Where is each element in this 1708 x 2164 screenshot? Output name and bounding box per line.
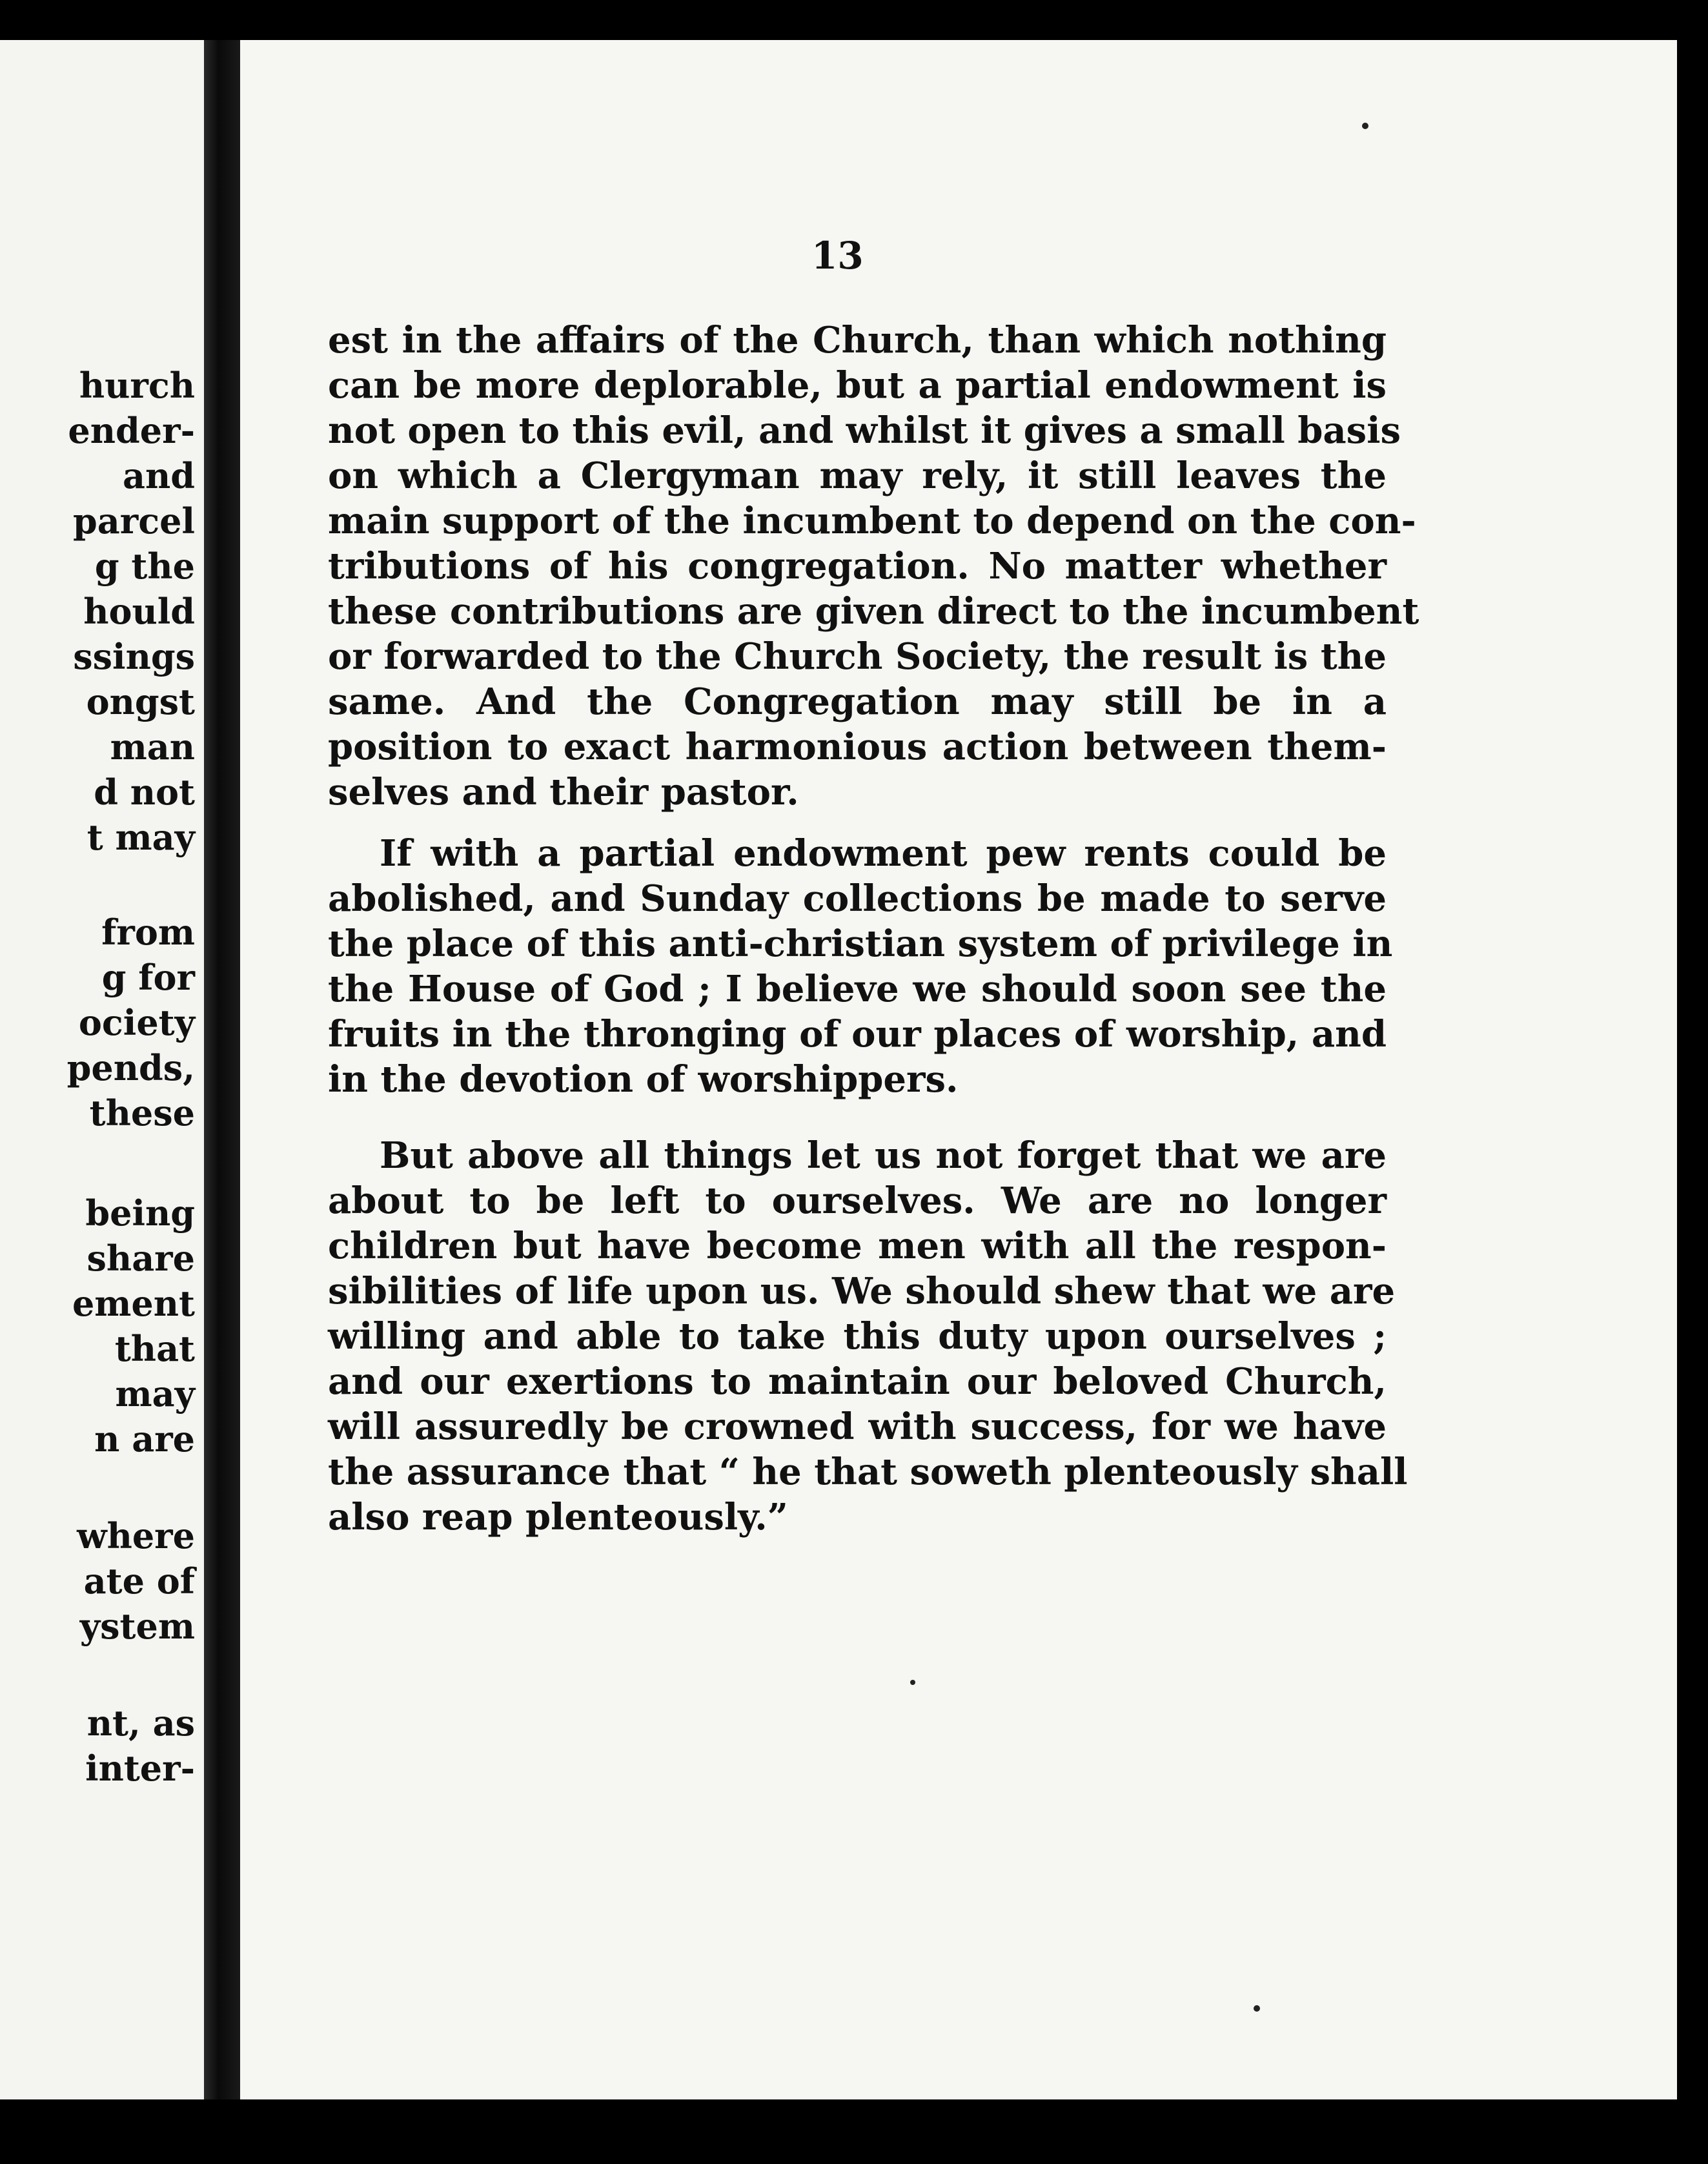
- text-line: But above all things let us not forget that we are: [380, 1134, 1387, 1177]
- text-line: If with a partial endowment pew rents could be: [380, 832, 1387, 875]
- left-page-fragment: nt, as: [86, 1702, 195, 1744]
- left-page-fragment: parcel: [73, 500, 195, 542]
- text-line: same. And the Congregation may still be in a: [328, 680, 1387, 723]
- left-page-fragment: share: [86, 1238, 195, 1279]
- left-page-fragment: pends,: [66, 1047, 195, 1088]
- text-line: not open to this evil, and whilst it gives a small basis: [328, 409, 1401, 452]
- text-line: can be more deplorable, but a partial endowment is: [328, 364, 1387, 407]
- text-line: abolished, and Sunday collections be made to serve: [328, 877, 1387, 920]
- left-page-fragment: these: [89, 1092, 195, 1134]
- left-page-fragment: ender-: [68, 410, 195, 451]
- left-page-fragment: ystem: [79, 1606, 195, 1647]
- text-line: in the devotion of worshippers.: [328, 1058, 959, 1101]
- text-line: willing and able to take this duty upon ourselves ;: [328, 1315, 1387, 1358]
- left-page-fragment: man: [110, 726, 195, 768]
- text-line: tributions of his congregation. No matter whether: [328, 545, 1387, 587]
- left-page-fragment: n are: [94, 1418, 195, 1460]
- left-page-fragment: ongst: [86, 681, 195, 722]
- left-page-fragment: ssings: [73, 636, 195, 677]
- text-line: on which a Clergyman may rely, it still leaves the: [328, 454, 1387, 497]
- text-line: fruits in the thronging of our places of worship, and: [328, 1013, 1387, 1056]
- text-line: or forwarded to the Church Society, the result is the: [328, 635, 1387, 678]
- left-page-fragment: ement: [72, 1283, 195, 1324]
- text-line: and our exertions to maintain our beloved Church,: [328, 1360, 1387, 1403]
- left-page-fragment: g the: [94, 546, 195, 587]
- text-line: also reap plenteously.”: [328, 1496, 788, 1538]
- ink-speck: [1362, 123, 1368, 129]
- text-line: children but have become men with all the respon-: [328, 1225, 1387, 1267]
- page-number: 13: [811, 234, 864, 278]
- left-page-fragment: inter-: [85, 1748, 195, 1789]
- text-line: sibilities of life upon us. We should shew that we are: [328, 1270, 1396, 1312]
- left-page-fragment: and: [122, 455, 195, 496]
- left-page-fragment: may: [115, 1373, 195, 1414]
- ink-speck: [1254, 2005, 1260, 2012]
- left-page-fragment: d not: [94, 771, 195, 813]
- text-line: these contributions are given direct to the incumbent: [328, 590, 1419, 633]
- left-page-fragment: being: [85, 1192, 195, 1234]
- scan-border-right: [1677, 40, 1708, 2099]
- binding-gutter: [204, 40, 240, 2099]
- text-line: position to exact harmonious action between them-: [328, 726, 1387, 768]
- left-page-fragment: from: [101, 912, 195, 953]
- text-line: selves and their pastor.: [328, 771, 799, 813]
- left-page-fragment: where: [77, 1515, 195, 1557]
- text-line: will assuredly be crowned with success, for we have: [328, 1405, 1387, 1448]
- left-page-fragment: g for: [101, 957, 195, 998]
- text-line: est in the affairs of the Church, than which nothing: [328, 319, 1387, 362]
- ink-speck: [910, 1680, 915, 1685]
- left-page-fragment: ociety: [78, 1002, 195, 1043]
- text-line: the assurance that “ he that soweth plenteously shall: [328, 1451, 1408, 1493]
- page-right: [240, 40, 1677, 2099]
- left-page-fragment: ate of: [83, 1560, 195, 1602]
- left-page-fragment: hurch: [79, 365, 195, 406]
- left-page-fragment: that: [114, 1328, 195, 1369]
- text-line: main support of the incumbent to depend on the con-: [328, 500, 1416, 542]
- facing-page-left: [0, 40, 204, 2099]
- text-line: the place of this anti-christian system of privilege in: [328, 923, 1393, 965]
- left-page-fragment: hould: [83, 591, 195, 632]
- text-line: the House of God ; I believe we should soon see the: [328, 968, 1387, 1010]
- text-line: about to be left to ourselves. We are no longer: [328, 1179, 1387, 1222]
- left-page-fragment: t may: [86, 817, 195, 858]
